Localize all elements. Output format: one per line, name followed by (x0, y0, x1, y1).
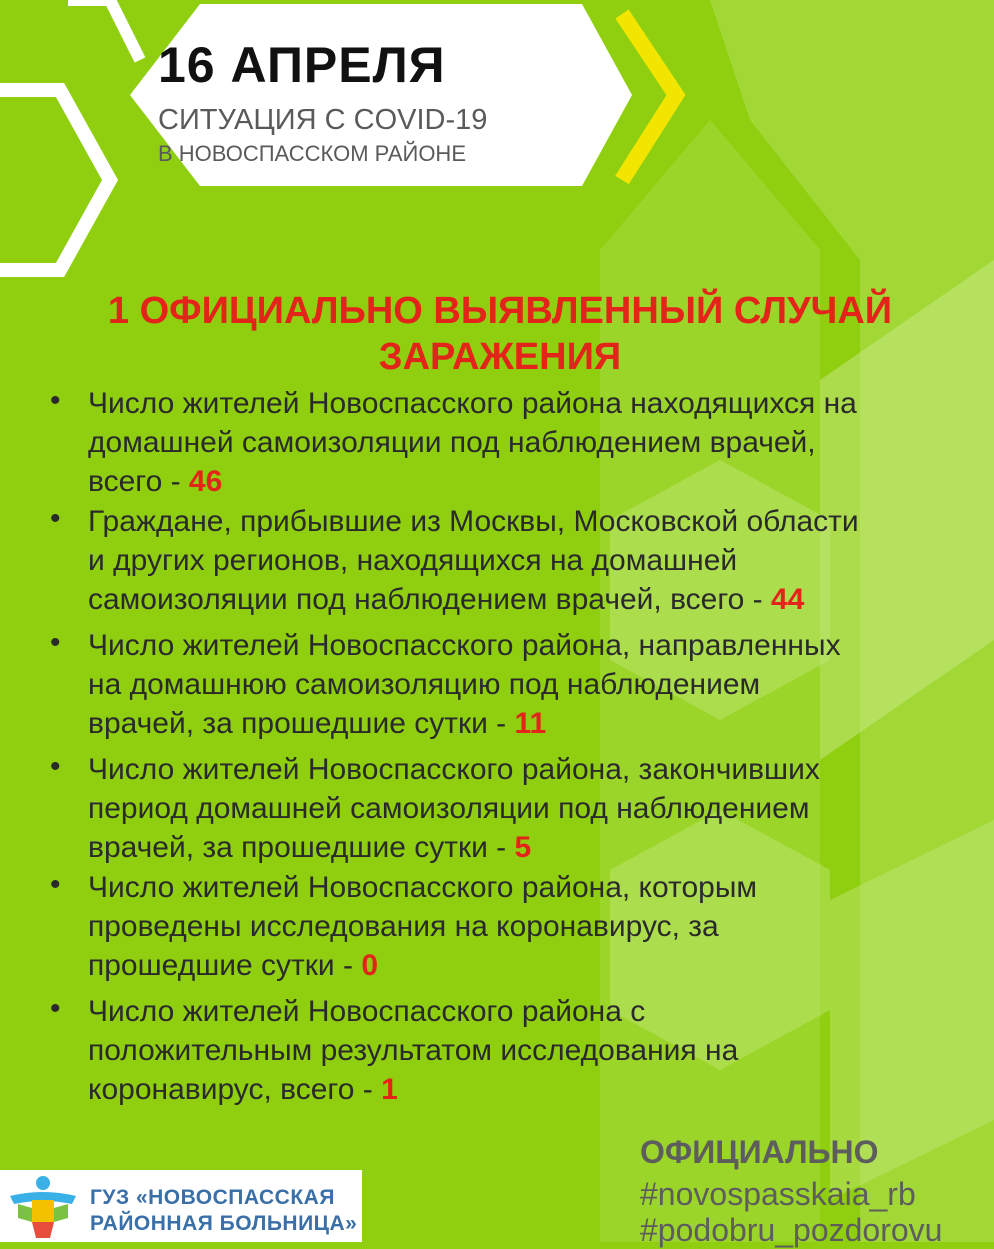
header-panel (0, 0, 994, 190)
item-value: 5 (514, 831, 532, 864)
item-line: и других регионов, находящихся на домашней (88, 544, 738, 577)
hospital-logo (0, 1170, 362, 1242)
headline-line2: ЗАРАЖЕНИЯ (378, 336, 622, 378)
item-line-text: прошедшие сутки - (88, 949, 362, 982)
item-line: Число жителей Новоспасского района, направленных (88, 629, 841, 662)
item-line: проведены исследования на коронавирус, за (88, 910, 719, 943)
bullet-icon: • (50, 502, 61, 535)
medical-person-icon (6, 1174, 80, 1240)
item-line: Число жителей Новоспасского района находящихся на (88, 387, 857, 420)
item-value: 44 (770, 583, 805, 616)
headline-line1: 1 ОФИЦИАЛЬНО ВЫЯВЛЕННЫЙ СЛУЧАЙ (107, 290, 893, 332)
item-line-last (88, 946, 958, 985)
item-line-text: врачей, за прошедшие сутки - (88, 707, 515, 740)
item-line-text: всего - (88, 465, 189, 498)
subtitle-region: В НОВОСПАССКОМ РАЙОНЕ (158, 141, 466, 166)
item-line: на домашнюю самоизоляцию под наблюдением (88, 668, 761, 701)
item-line-last (88, 462, 958, 501)
logo-line2: РАЙОННАЯ БОЛЬНИЦА» (90, 1212, 358, 1235)
bullet-icon: • (50, 750, 61, 783)
bullet-icon: • (50, 384, 61, 417)
bullet-icon: • (50, 992, 61, 1025)
bullet-icon: • (50, 626, 61, 659)
item-line-text: коронавирус, всего - (88, 1073, 382, 1106)
date-title: 16 АПРЕЛЯ (158, 37, 446, 93)
subtitle: СИТУАЦИЯ С COVID-19 (158, 104, 488, 136)
item-value: 1 (381, 1073, 398, 1106)
hashtag-link[interactable]: #podobru_pozdorovu (640, 1212, 943, 1248)
item-line: домашней самоизоляции под наблюдением врачей, (88, 426, 816, 459)
item-line: Число жителей Новоспасского района с (88, 995, 646, 1028)
item-line: Число жителей Новоспасского района, которым (88, 871, 758, 904)
item-line: положительным результатом исследования на (88, 1034, 739, 1067)
item-line-text: самоизоляции под наблюдением врачей, всего - (88, 583, 771, 616)
logo-line1: ГУЗ «НОВОСПАССКАЯ (90, 1186, 335, 1209)
item-line-last (88, 704, 958, 743)
item-value: 0 (361, 949, 379, 982)
item-line-last (88, 1070, 958, 1109)
item-line-text: врачей, за прошедшие сутки - (88, 831, 515, 864)
official-label: ОФИЦИАЛЬНО (640, 1134, 879, 1170)
item-line: период домашней самоизоляции под наблюдением (88, 792, 810, 825)
bullet-icon: • (50, 868, 61, 901)
item-value: 11 (514, 707, 547, 740)
item-line-last (88, 580, 958, 619)
item-value: 46 (188, 465, 223, 498)
item-line-last (88, 828, 958, 867)
item-line: Граждане, прибывшие из Москвы, Московской области (88, 505, 859, 538)
hashtag-link[interactable]: #novospasskaia_rb (640, 1176, 916, 1212)
item-line: Число жителей Новоспасского района, закончивших (88, 753, 820, 786)
